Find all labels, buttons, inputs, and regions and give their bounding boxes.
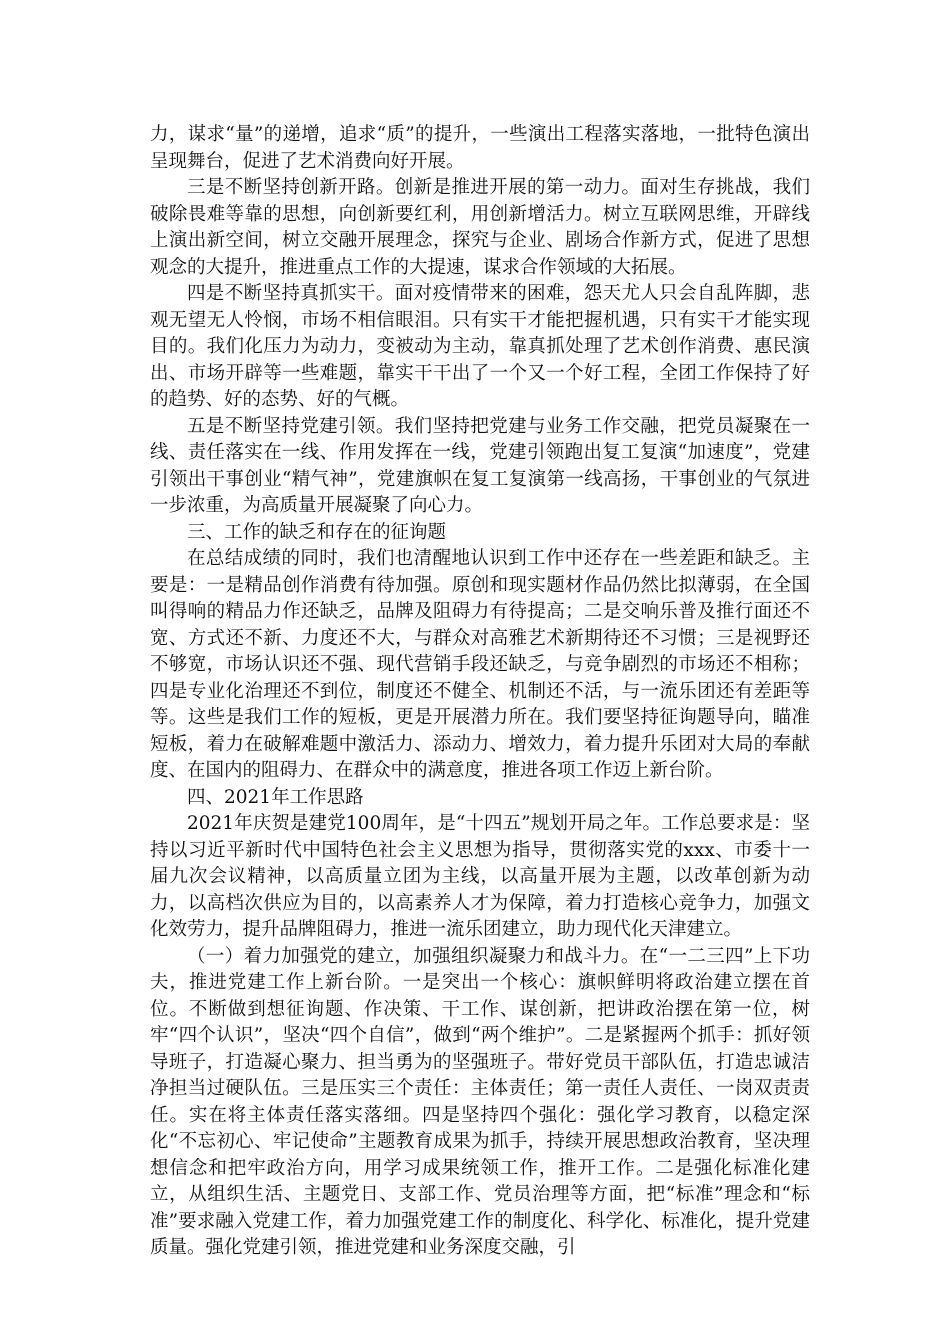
paragraph-innovation: 三是不断坚持创新开路。创新是推进开展的第一动力。面对生存挑战，我们破除畏难等靠的思想，向创新要红利，用创新增活力。树立互联网思维，开辟线上演出新空间，树立交融开展理念，探究与企业、剧场合作新方式，促进了思想观念的大提升，推进重点工作的大提速，谋求合作领域的大拓展。 [150,177,810,278]
paragraph-continuation: 力，谋求“量”的递增，追求“质”的提升，一些演出工程落实落地，一批特色演出呈现舞台，促进了艺术消费向好开展。 [150,124,810,172]
paragraph-shortcomings: 在总结成绩的同时，我们也清醒地认识到工作中还存在一些差距和缺乏。主要是：一是精品创作消费有待加强。原创和现实题材作品仍然比拟薄弱，在全国叫得响的精品力作还缺乏，品牌及阻碍力有待提高；二是交响乐普及推行面还不宽、方式还不新、力度还不大，与群众对高雅艺术新期待还不习惯；三是视野还不够宽，市场认识还不强、现代营销手段还缺乏，与竞争剧烈的市场还不相称；四是专业化治理还不到位，制度还不健全、机制还不活，与一流乐团还有差距等等。这些是我们工作的短板，更是开展潜力所在。我们要坚持征询题导向，瞄准短板，着力在破解难题中激活力、添动力、增效力，着力提升乐团对大局的奉献度、在国内的阻碍力、在群众中的满意度，推进各项工作迈上新台阶。 [150,548,810,781]
section-heading-2021-plan: 四、2021年工作思路 [187,786,364,808]
paragraph-practical-work: 四是不断坚持真抓实干。面对疫情带来的困难，怨天尤人只会自乱阵脚，悲观无望无人怜悯，市场不相信眼泪。只有实干才能把握机遇，只有实干才能实现目的。我们化压力为动力，变被动为主动，靠真抓处理了艺术创作消费、惠民演出、市场开辟等一些难题，靠实干干出了一个又一个好工程，全团工作保持了好的趋势、好的态势、好的气概。 [150,283,810,410]
document-body [150,122,810,1262]
paragraph-item-one: （一）着力加强党的建立，加强组织凝聚力和战斗力。在“一二三四”上下功夫，推进党建工作上新台阶。一是突出一个核心：旗帜鲜明将政治建立摆在首位。不断做到想征询题、作决策、干工作、谋创新，把讲政治摆在第一位，树牢“四个认识”，坚决“四个自信”，做到“两个维护”。二是紧握两个抓手：抓好领导班子，打造凝心聚力、担当勇为的坚强班子。带好党员干部队伍，打造忠诚洁净担当过硬队伍。三是压实三个责任：主体责任；第一责任人责任、一岗双责责任。实在将主体责任落实落细。四是坚持四个强化：强化学习教育，以稳定深化“不忘初心、牢记使命”主题教育成果为抓手，持续开展思想政治教育，坚决理想信念和把牢政治方向，用学习成果统领工作，推开工作。二是强化标准化建立，从组织生活、主题党日、支部工作、党员治理等方面，把“标准”理念和“标准”要求融入党建工作，着力加强党建工作的制度化、科学化、标准化，提升党建质量。强化党建引领，推进党建和业务深度交融，引 [150,945,810,1258]
section-heading-shortcomings: 三、工作的缺乏和存在的征询题 [187,521,447,543]
paragraph-party-building: 五是不断坚持党建引领。我们坚持把党建与业务工作交融，把党员凝聚在一线、责任落实在一线、作用发挥在一线，党建引领跑出复工复演“加速度”，党建引领出干事创业“精气神”，党建旗帜在复工复演第一线高扬，干事创业的气氛进一步浓重，为高质量开展凝聚了向心力。 [150,415,810,516]
paragraph-overall-requirements: 2021年庆贺是建党100周年，是“十四五”规划开局之年。工作总要求是：坚持以习近平新时代中国特色社会主义思想为指导，贯彻落实党的xxx、市委十一届九次会议精神，以高质量立团为主线，以高量开展为主题，以改革创新为动力，以高档次供应为目的，以高素养人才为保障，着力打造核心竞争力，加强文化效劳力，提升品牌阻碍力，推进一流乐团建立，助力现代化天津建立。 [150,813,810,940]
